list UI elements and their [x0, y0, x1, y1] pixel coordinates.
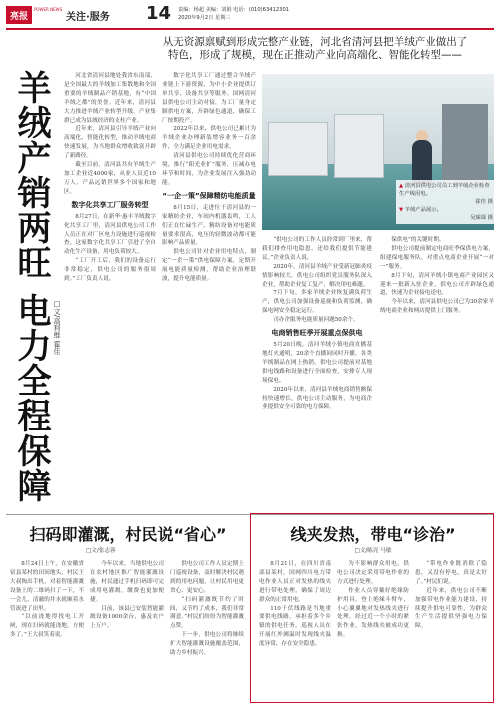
article3-column-3 [415, 560, 487, 700]
paragraph: 保供电”的关键时期。 [391, 237, 445, 243]
paragraph: 今年以来，清河县供电公司已为30余家羊绒电商企业和网店提供上门服务。 [380, 299, 494, 315]
article-column-4 [380, 236, 494, 510]
paragraph: 7月下旬，多家羊绒企业恢复满负荷生产，供电公司加强设备巡视和负荷监测，确保电网安全稳定运行。 [262, 290, 372, 315]
main-byline: □文/高利维 霍佳 [53, 300, 61, 355]
paragraph: “供电公司的工作人员经常到厂里来，帮我们排查用电隐患，还给我们提供节能建议。”企业负责人说。 [262, 237, 372, 261]
date-line: 2020年9月2日 星期三 [178, 15, 231, 21]
paragraph: 今年以来，当地供电公司在农村地区推广智能灌溉设施，村民通过手机扫码即可完成用电灌溉，缴费也更加便捷。 [90, 561, 164, 603]
subheading: “一企一策”保障精纺电能质量 [162, 191, 256, 200]
brand-subtitle: POWER NEWS [34, 7, 63, 12]
article-column-1 [64, 72, 156, 510]
machine [268, 122, 328, 176]
paragraph: 近年来，清河县引导羊绒产业向高端化、智能化转型，推动羊绒电商快速发展，为当地群众增收致富开辟了新路径。 [64, 126, 156, 160]
paragraph: 8月27日，在新华·惠丰羊绒数字化共享工厂里，清河县供电公司工作人员正在对厂区电力设施进行巡视检查。这家数字化共享工厂引进了全自动化生产设备，用电负荷较大。 [64, 213, 156, 256]
worker [412, 140, 432, 184]
article-column-2 [162, 72, 256, 510]
paragraph: 近年来，供电公司不断加强带电作业能力建设，持续提升供电可靠性，为群众生产生活提供坚强电力保障。 [415, 587, 487, 630]
article3-title: 线夹发热，带电“诊治” [290, 525, 456, 544]
paragraph: 为不影响群众用电，供电公司决定采用带电作业的方式进行处理。 [337, 561, 409, 585]
paragraph: 8月下旬，清河羊绒小镇电商产业园区又迎来一批新入驻企业，供电公司开辟绿色通道，快速为企业接电送电。 [380, 272, 494, 297]
lead-headline [140, 36, 490, 62]
machine [442, 104, 488, 184]
article3-byline: □文/陈亮 马敏 [354, 548, 392, 554]
paragraph: 河北省清河县地处我省东南部，是全国最大的羊绒加工集散地和全国重要的羊绒制品产销基地，有“中国羊绒之都”的美誉。近年来，清河县大力推进羊绒产业转型升级，产业集群已成为县域经济的支柱产业。 [64, 73, 156, 124]
paragraph: “工厂开工后，我们的设备运行非常稳定，供电公司的服务很周到。”工厂负责人说。 [64, 258, 156, 283]
subheading: 电商销售旺季开展重点保供电 [271, 329, 363, 338]
article-column-3 [262, 236, 372, 510]
header-rule [6, 28, 494, 30]
article2-column-1 [10, 560, 84, 702]
editor-line: 责编：杨超 美编：刘娟 电话：(010)63412301 [178, 7, 290, 13]
lead-line-2: 特色，形成了规模，现在正推动产业向高端化、智能化转型—— [168, 49, 462, 61]
paragraph: 供电公司工作人员定期上门巡视设备，及时解决村民遇到的用电问题，让村民用电更省心、更安心。 [170, 561, 244, 594]
machine [334, 114, 384, 178]
paragraph: 供电公司针对企业用电特点，制定“一企一策”供电保障方案，定期开展电能质量检测，帮助企业治理谐波，提升电能质量。 [162, 249, 256, 283]
paragraph: 110千伏线路是当地重要供电线路，承担着多个乡镇的供电任务。巡视人员在开展红外测温时发现线夹温度异常，存在安全隐患。 [259, 605, 331, 648]
lead-line-1: 从无资源禀赋到形成完整产业链，河北省清河县把羊绒产业做出了 [162, 36, 468, 48]
page-number: 14 [146, 3, 172, 24]
paragraph: 供电公司提前制定电商旺季保供电方案，组建保电服务队，对重点电商企业开展“一对一”服务。 [380, 245, 494, 270]
paragraph: 8月15日，走进位于清河县的一家精纺企业，车间内机器轰鸣，工人们正在忙碌生产。精纺设备对电能质量要求很高，电压的轻微波动都可能影响产品质量。 [162, 204, 256, 247]
paragraph: 清河县供电公司持续优化营商环境，推行“阳光业扩”服务，压减办电环节和时间，为企业发展注入强劲动能。 [162, 153, 256, 186]
paragraph: 目前，该县已安装智能灌溉设备1000余台，惠及农户上万户。 [90, 605, 164, 630]
brand-logo: 亮报 [6, 6, 32, 24]
article3-column-2 [337, 560, 409, 700]
paragraph: 截至目前，清河县共有羊绒生产加工企业近4000家，从业人员近10万人，产品远销世界多个国家和地区。 [64, 162, 156, 195]
article3-box [250, 513, 494, 703]
section-name: 关注·服务 [66, 12, 110, 23]
article2-byline: □文/张志蓉 [86, 548, 116, 554]
paragraph: 8月21日，在四川省南部县某村，国网四川电力带电作业人员正对发热的线夹进行带电处理，确保了周边群众的正常用电。 [259, 561, 331, 603]
paragraph: 8月24日上午，在安徽省宿县某村的田间地头，村民王大叔掏出手机，对着智能灌溉设备上的二维码扫了一下，不一会儿，清澈的井水就顺着水管流进了田里。 [10, 561, 84, 612]
photo-caption: ▲ 清河县供电公司员工到羊绒企业检查生产线用电。 霍佳 摄 ▼ 羊绒产品展示。 吴琛琛 摄 [396, 180, 496, 224]
paragraph: 司办企服务电能质量问题50余个。 [273, 317, 359, 324]
article2-title: 扫码即灌溉，村民说“省心” [29, 525, 227, 544]
paragraph: “以前浇地得找电工开闸，现在扫码就能浇地，方便多了。”王大叔笑着说。 [10, 614, 84, 639]
article3-column-1 [259, 560, 331, 700]
article2-column-3 [170, 560, 244, 702]
triangle-icon: ▲ [399, 183, 404, 189]
paragraph: 2022年以来，供电公司已累计为羊绒企业办理新装增容业务一百余件，全力满足企业用电需求。 [162, 126, 256, 151]
paragraph: 数字化共享工厂通过整合羊绒产业链上下游资源，为中小企业提供订单共享、设备共享等服务。国网清河县供电公司主动对接，为工厂量身定制供电方案，开辟绿色通道，确保工厂按期投产。 [162, 73, 256, 124]
paragraph: 2020年以来，清河县羊绒电商销售额保持快速增长，供电公司主动服务，为电商企业提供安全可靠的电力保障。 [262, 386, 372, 411]
page-header [0, 0, 500, 30]
paragraph: “扫码灌溉既节约了时间，又节约了成本，我们非常满意。”村民们纷纷为智能灌溉点赞。 [170, 596, 244, 630]
main-headline: 羊绒产销两旺 电力全程保障 [11, 70, 51, 503]
paragraph: 下一步，供电公司将继续扩大智能灌溉设施覆盖范围，助力乡村振兴。 [170, 632, 244, 657]
paragraph: 5月20日晚，清河羊绒小镇电商直播基地灯火通明，20余个直播间同时开播，各类羊绒制品在网上热销。供电公司提前对基地供电线路和设备进行全面检查，安排专人现场保电。 [262, 342, 372, 384]
paragraph: 作业人员穿戴好绝缘防护用具，登上绝缘斗臂车，小心翼翼地对发热线夹进行处理。经过近一个小时的紧张作业，发热线夹被成功更换。 [337, 587, 409, 639]
article2-column-2 [90, 560, 164, 702]
page-meta [178, 6, 318, 22]
triangle-icon: ▼ [399, 207, 404, 213]
paragraph: “带电作业既消除了隐患，又没有停电，真是太好了。”村民们说。 [415, 561, 487, 585]
paragraph: 2020年，清河县羊绒产业受新冠肺炎疫情影响较大。供电公司组织党员服务队深入企业，帮助企业复工复产，解决用电难题。 [262, 263, 372, 288]
subheading: 数字化共享工厂服务转型 [71, 200, 149, 209]
